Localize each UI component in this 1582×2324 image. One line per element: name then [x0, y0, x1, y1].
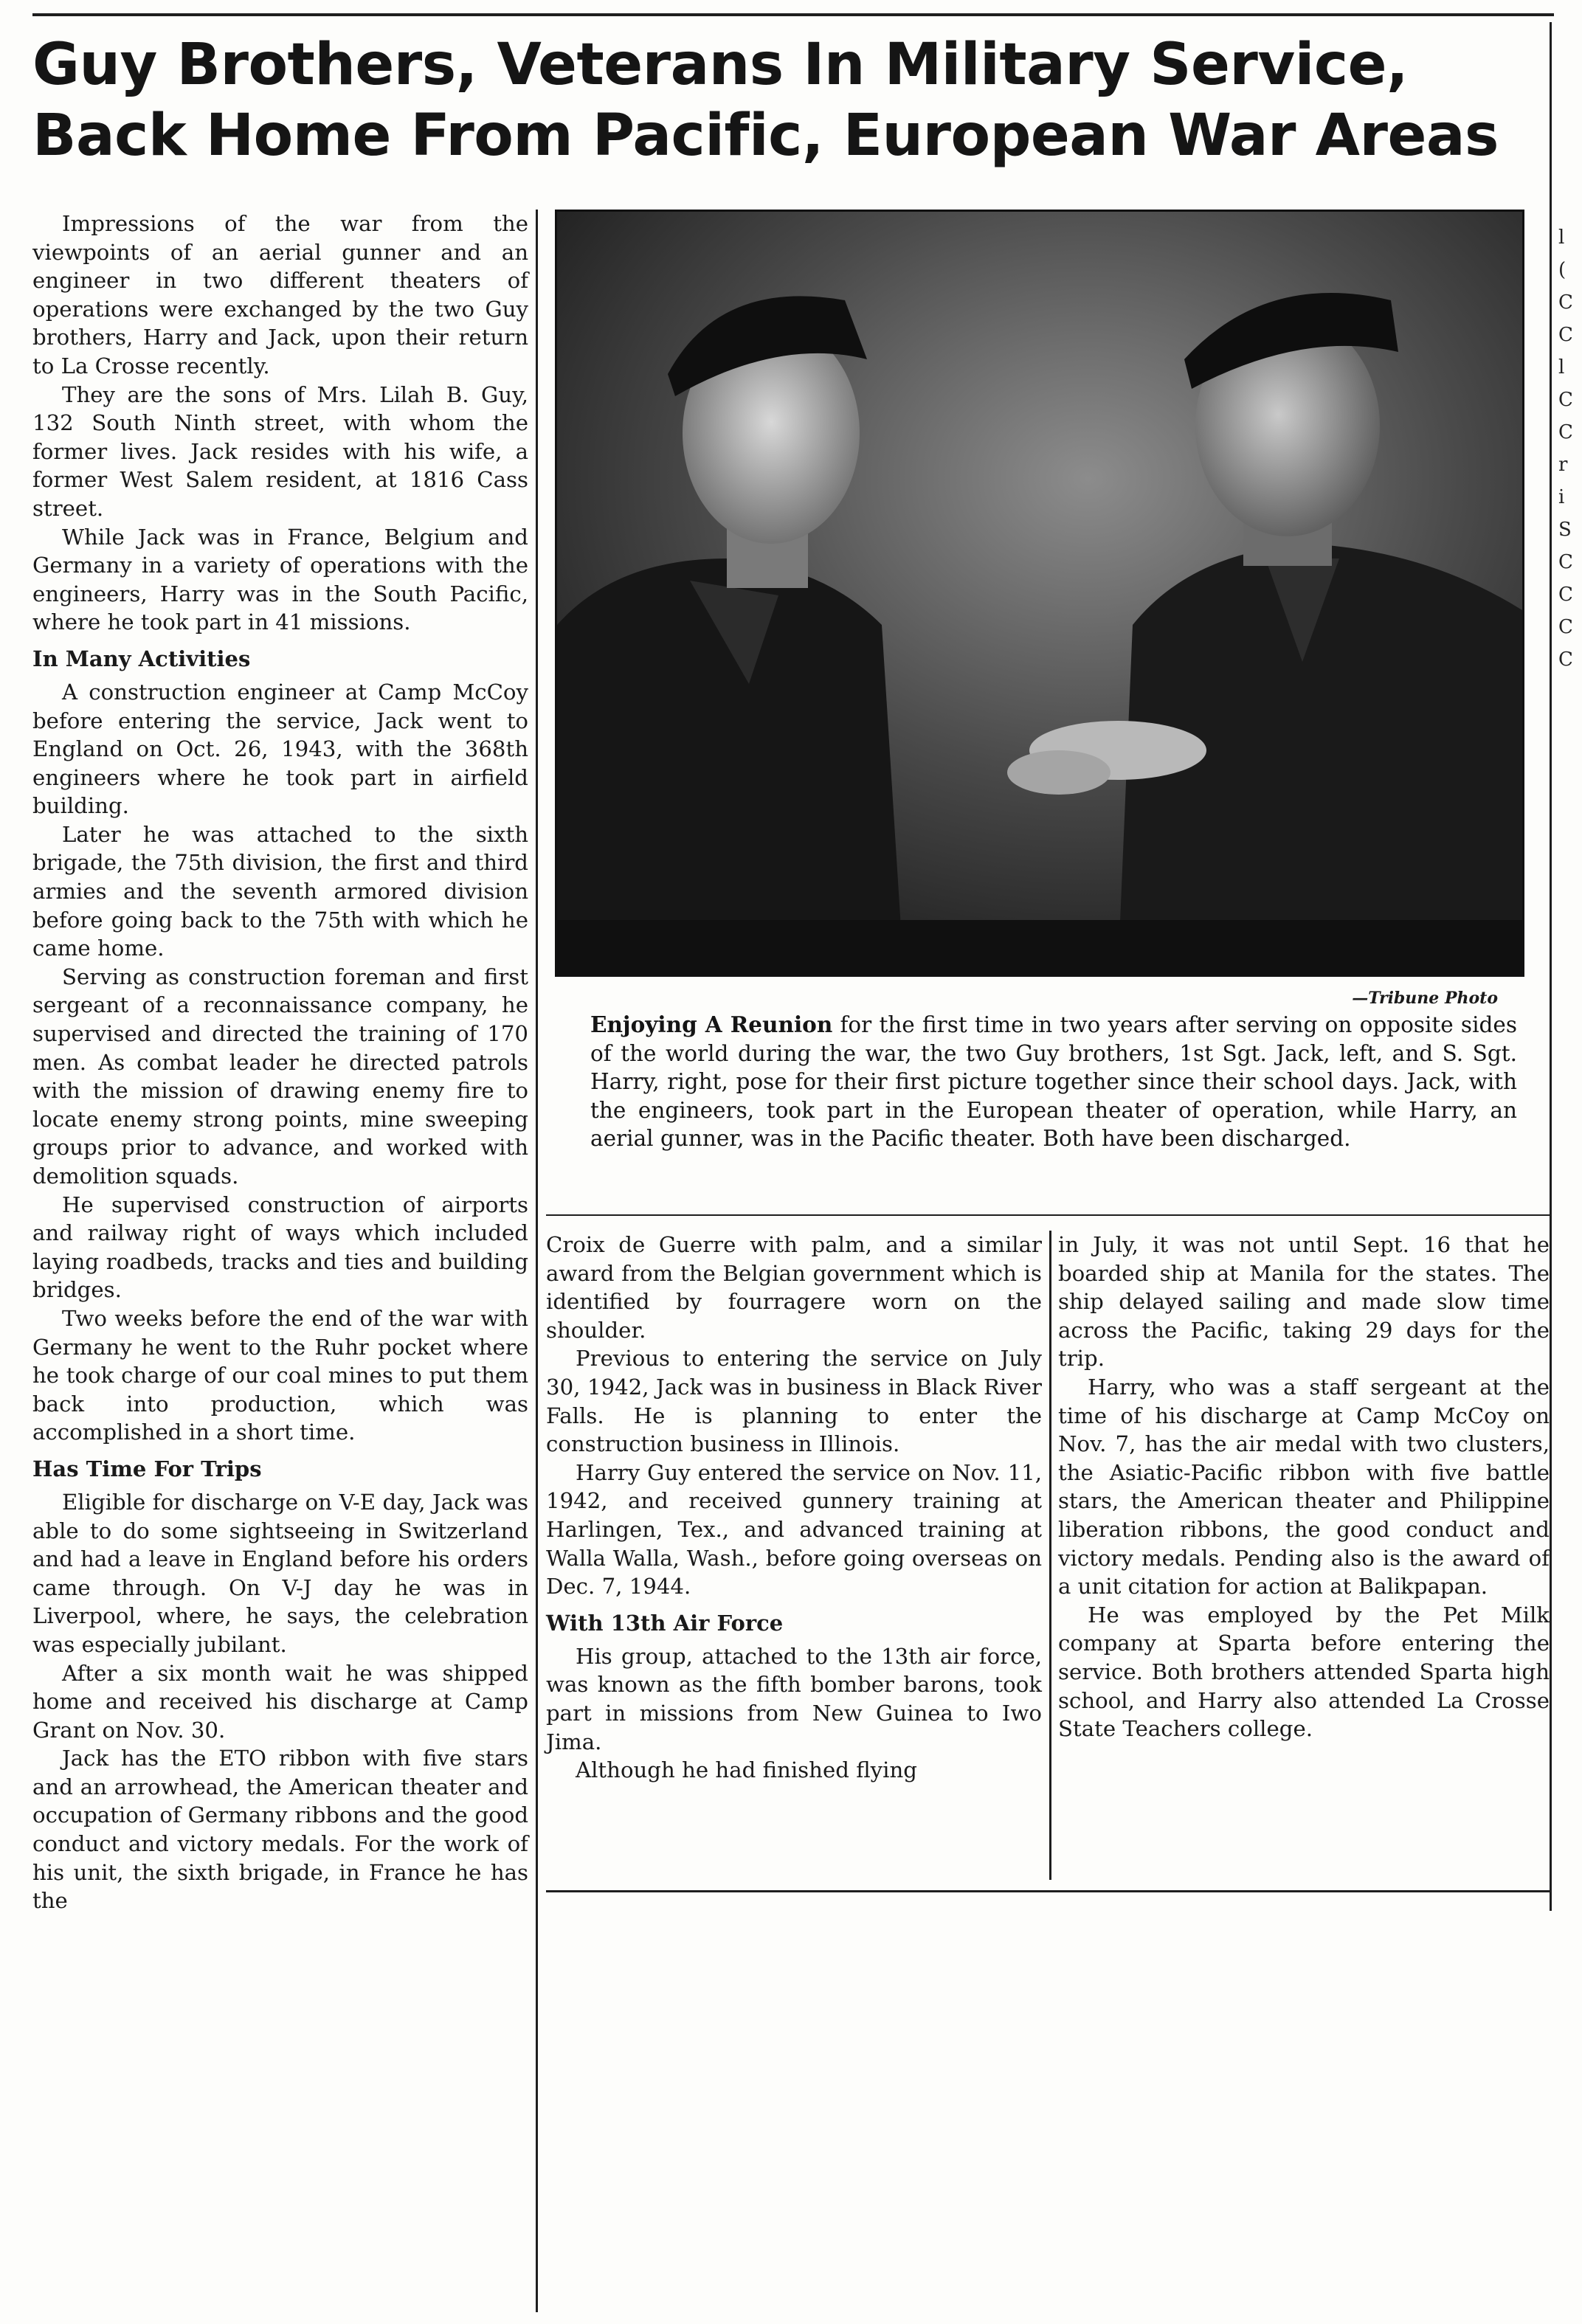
- article-end-rule: [546, 1890, 1550, 1892]
- article-column-middle: [546, 1231, 1042, 1785]
- paragraph: Harry, who was a staff sergeant at the time of his discharge at Camp McCoy on Nov. 7, has the air medal with two clusters, the Asiatic-Pacific ribbon with five battle stars, the American theater and Philippine liberation ribbons, the good conduct and victory medals. Pending also is the award of a unit citation for action at Balikpapan.: [1058, 1374, 1550, 1600]
- top-rule: [32, 13, 1554, 16]
- paragraph: A construction engineer at Camp McCoy before entering the service, Jack went to England on Oct. 26, 1943, with the 368th engineers where he took part in airfield building.: [32, 679, 528, 819]
- caption-lead: Enjoying A Reunion: [590, 1011, 833, 1037]
- fragment-char: C: [1558, 389, 1573, 411]
- right-border-rule: [1550, 22, 1552, 1911]
- fragment-char: l: [1558, 356, 1565, 378]
- fragment-char: S: [1558, 519, 1572, 541]
- column-divider-left: [536, 210, 538, 2312]
- fragment-char: C: [1558, 291, 1573, 314]
- photo-image: [557, 212, 1522, 975]
- paragraph: They are the sons of Mrs. Lilah B. Guy, 132 South Ninth street, with whom the former lives. Jack resides with his wife, a former West Salem resident, at 1816 Cass street.: [32, 381, 528, 521]
- paragraph: After a six month wait he was shipped home and received his discharge at Camp Grant on Nov. 30.: [32, 1660, 528, 1743]
- paragraph: He supervised construction of airports and railway right of ways which included laying roadbeds, tracks and ties and building bridges.: [32, 1192, 528, 1303]
- adjacent-article-fragment: [1558, 221, 1576, 676]
- paragraph: Harry Guy entered the service on Nov. 11, 1942, and received gunnery training at Harlingen, Tex., and advanced training at Walla Walla, Wash., before going overseas on Dec. 7, 1944.: [546, 1459, 1042, 1600]
- subheading: With 13th Air Force: [546, 1610, 784, 1636]
- paragraph: Later he was attached to the sixth brigade, the 75th division, the first and third armies and the seventh armored division before going back to the 75th with which he came home.: [32, 821, 528, 961]
- headline-line-1: Guy Brothers, Veterans In Military Service,: [32, 32, 1409, 98]
- paragraph: Previous to entering the service on July 30, 1942, Jack was in business in Black River Falls. He is planning to enter the construction business in Illinois.: [546, 1346, 1042, 1457]
- article-column-right: [1058, 1231, 1550, 1743]
- paragraph: Jack has the ETO ribbon with five stars and an arrowhead, the American theater and occupation of Germany ribbons and the good conduct and victory medals. For the work of his unit, the sixth brigade, in France he has the: [32, 1746, 528, 1914]
- photo-caption: [590, 1011, 1517, 1153]
- paragraph: Croix de Guerre with palm, and a similar award from the Belgian government which is identified by fourragere worn on the shoulder.: [546, 1232, 1042, 1343]
- paragraph: His group, attached to the 13th air force, was known as the fifth bomber barons, took part in missions from New Guinea to Iwo Jima.: [546, 1643, 1042, 1754]
- subheading: Has Time For Trips: [32, 1456, 262, 1481]
- fragment-char: C: [1558, 324, 1573, 346]
- caption-body: for the first time in two years after serving on opposite sides of the world during the war, the two Guy brothers, 1st Sgt. Jack, left, and S. Sgt. Harry, right, pose for their first picture together since their school days. Jack, with the engineers, took part in the European theater of operation, while Harry, an aerial gunner, was in the Pacific theater. Both have been discharged.: [590, 1012, 1517, 1152]
- paragraph: While Jack was in France, Belgium and Germany in a variety of operations with the engineers, Harry was in the South Pacific, where he took part in 41 missions.: [32, 524, 528, 635]
- fragment-char: i: [1558, 486, 1565, 508]
- headline-line-2: Back Home From Pacific, European War Areas: [32, 103, 1499, 169]
- fragment-char: C: [1558, 421, 1573, 443]
- paragraph: in July, it was not until Sept. 16 that he boarded ship at Manila for the states. The ship delayed sailing and made slow time across the Pacific, taking 29 days for the trip.: [1058, 1232, 1550, 1372]
- paragraph: Impressions of the war from the viewpoints of an aerial gunner and an engineer in two different theaters of operations were exchanged by the two Guy brothers, Harry and Jack, upon their return to La Crosse recently.: [32, 211, 528, 378]
- article-column-left: [32, 210, 528, 1915]
- fragment-char: l: [1558, 226, 1565, 249]
- fragment-char: C: [1558, 551, 1573, 573]
- fragment-char: r: [1558, 454, 1568, 476]
- paragraph: Serving as construction foreman and first sergeant of a reconnaissance company, he supervised and directed the training of 170 men. As combat leader he directed patrols with the mission of drawing enemy fire to locate enemy strong points, mine sweeping groups prior to advance, and worked with demolition squads.: [32, 964, 528, 1189]
- paragraph: Eligible for discharge on V-E day, Jack was able to do some sightseeing in Switzerland and had a leave in England before his orders came through. On V-J day he was in Liverpool, where, he says, the celebration was especially jubilant.: [32, 1489, 528, 1657]
- fragment-char: (: [1558, 259, 1567, 281]
- caption-divider-rule: [546, 1214, 1550, 1216]
- fragment-char: C: [1558, 584, 1573, 606]
- photo-credit: —Tribune Photo: [1352, 989, 1498, 1008]
- paragraph: Two weeks before the end of the war with Germany he went to the Ruhr pocket where he took charge of our coal mines to put them back into production, which was accomplished in a short time.: [32, 1305, 528, 1445]
- headline: [32, 30, 1538, 171]
- news-photo: [555, 210, 1524, 977]
- paragraph: He was employed by the Pet Milk company at Sparta before entering the service. Both brothers attended Sparta high school, and Harry also attended La Crosse State Teachers college.: [1058, 1602, 1550, 1742]
- column-divider-mid: [1049, 1231, 1051, 1880]
- fragment-char: C: [1558, 616, 1573, 638]
- paragraph: Although he had finished flying: [576, 1757, 917, 1783]
- subheading: In Many Activities: [32, 646, 251, 671]
- fragment-char: C: [1558, 649, 1573, 671]
